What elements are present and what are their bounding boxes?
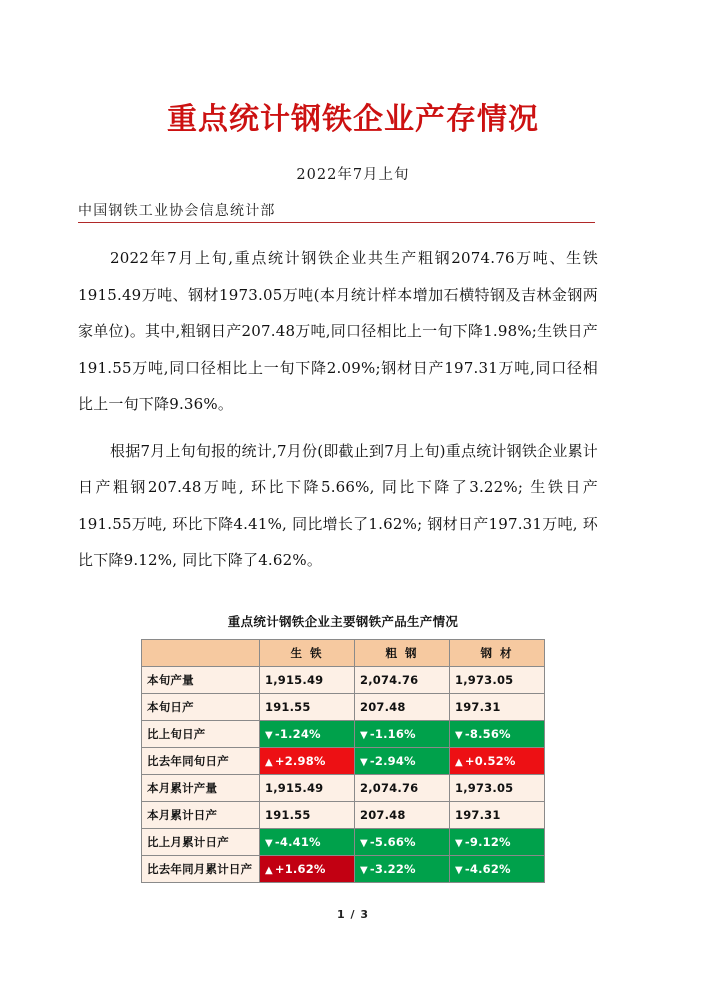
arrow-down-icon: ▼ — [455, 730, 463, 741]
arrow-down-icon: ▼ — [455, 838, 463, 849]
column-header-crude-steel: 粗 钢 — [355, 640, 450, 667]
arrow-down-icon: ▼ — [360, 730, 368, 741]
document-subtitle-date: 2022年7月上旬 — [296, 167, 410, 183]
table-cell-delta: ▼ -4.41% — [260, 829, 355, 856]
table-cell-delta: ▼ -2.94% — [355, 748, 450, 775]
row-label: 本月累计产量 — [142, 775, 260, 802]
table-cell-value: 207.48 — [355, 694, 450, 721]
body-text-block — [78, 240, 598, 583]
table-cell-delta: ▼ -1.16% — [355, 721, 450, 748]
table-row — [142, 856, 545, 883]
table-cell-delta: ▼ -4.62% — [450, 856, 545, 883]
table-cell-delta: ▼ -1.24% — [260, 721, 355, 748]
table-body — [142, 667, 545, 883]
table-cell-value: 1,915.49 — [260, 667, 355, 694]
column-header-steel-products: 钢 材 — [450, 640, 545, 667]
row-label: 本旬日产 — [142, 694, 260, 721]
paragraph-2: 根据7月上旬旬报的统计,7月份(即截止到7月上旬)重点统计钢铁企业累计日产粗钢207.48万吨, 环比下降5.66%, 同比下降了3.22%; 生铁日产191.55万吨, 环比下降4.41%, 同比增长了1.62%; 钢材日产197.31万吨, 环比下降9.12%, 同比下降了4.62%。 — [78, 441, 598, 569]
row-label: 比去年同旬日产 — [142, 748, 260, 775]
table-row — [142, 721, 545, 748]
table-cell-value: 2,074.76 — [355, 667, 450, 694]
arrow-up-icon: ▲ — [265, 865, 273, 876]
table-cell-value: 2,074.76 — [355, 775, 450, 802]
row-label: 比上旬日产 — [142, 721, 260, 748]
table-corner-cell — [142, 640, 260, 667]
table-cell-value: 197.31 — [450, 694, 545, 721]
arrow-down-icon: ▼ — [360, 838, 368, 849]
table-cell-delta: ▼ -5.66% — [355, 829, 450, 856]
arrow-down-icon: ▼ — [265, 838, 273, 849]
page-title: 重点统计钢铁企业产存情况 — [167, 102, 539, 137]
production-table — [141, 639, 545, 883]
table-cell-value: 207.48 — [355, 802, 450, 829]
arrow-down-icon: ▼ — [455, 865, 463, 876]
table-row — [142, 667, 545, 694]
production-table-block — [141, 612, 545, 883]
table-cell-delta: ▲ +1.62% — [260, 856, 355, 883]
row-label: 本月累计日产 — [142, 802, 260, 829]
arrow-up-icon: ▲ — [265, 757, 273, 768]
table-cell-delta: ▼ -3.22% — [355, 856, 450, 883]
arrow-down-icon: ▼ — [360, 757, 368, 768]
paragraph-1: 2022年7月上旬,重点统计钢铁企业共生产粗钢2074.76万吨、生铁1915.49万吨、钢材1973.05万吨(本月统计样本增加石横特钢及吉林金钢两家单位)。其中,粗钢日产207.48万吨,同口径相比上一旬下降1.98%;生铁日产191.55万吨,同口径相比上一旬下降2.09%;钢材日产197.31万吨,同口径相比上一旬下降9.36%。 — [78, 249, 598, 413]
table-cell-delta: ▲ +2.98% — [260, 748, 355, 775]
column-header-pig-iron: 生 铁 — [260, 640, 355, 667]
arrow-up-icon: ▲ — [455, 757, 463, 768]
table-cell-delta: ▼ -8.56% — [450, 721, 545, 748]
table-cell-value: 197.31 — [450, 802, 545, 829]
table-row — [142, 694, 545, 721]
table-row — [142, 802, 545, 829]
row-label: 本旬产量 — [142, 667, 260, 694]
table-cell-value: 1,973.05 — [450, 775, 545, 802]
table-cell-value: 1,973.05 — [450, 667, 545, 694]
header-divider-rule — [78, 222, 595, 223]
table-header-row — [142, 640, 545, 667]
table-caption: 重点统计钢铁企业主要钢铁产品生产情况 — [227, 614, 459, 629]
issuing-department: 中国钢铁工业协会信息统计部 — [78, 203, 276, 219]
arrow-down-icon: ▼ — [360, 865, 368, 876]
row-label: 比去年同月累计日产 — [142, 856, 260, 883]
row-label: 比上月累计日产 — [142, 829, 260, 856]
page-number: 1 / 3 — [337, 908, 369, 921]
table-row — [142, 775, 545, 802]
table-cell-value: 191.55 — [260, 694, 355, 721]
table-row — [142, 748, 545, 775]
arrow-down-icon: ▼ — [265, 730, 273, 741]
table-cell-delta: ▼ -9.12% — [450, 829, 545, 856]
table-cell-value: 1,915.49 — [260, 775, 355, 802]
table-cell-delta: ▲ +0.52% — [450, 748, 545, 775]
table-row — [142, 829, 545, 856]
table-cell-value: 191.55 — [260, 802, 355, 829]
